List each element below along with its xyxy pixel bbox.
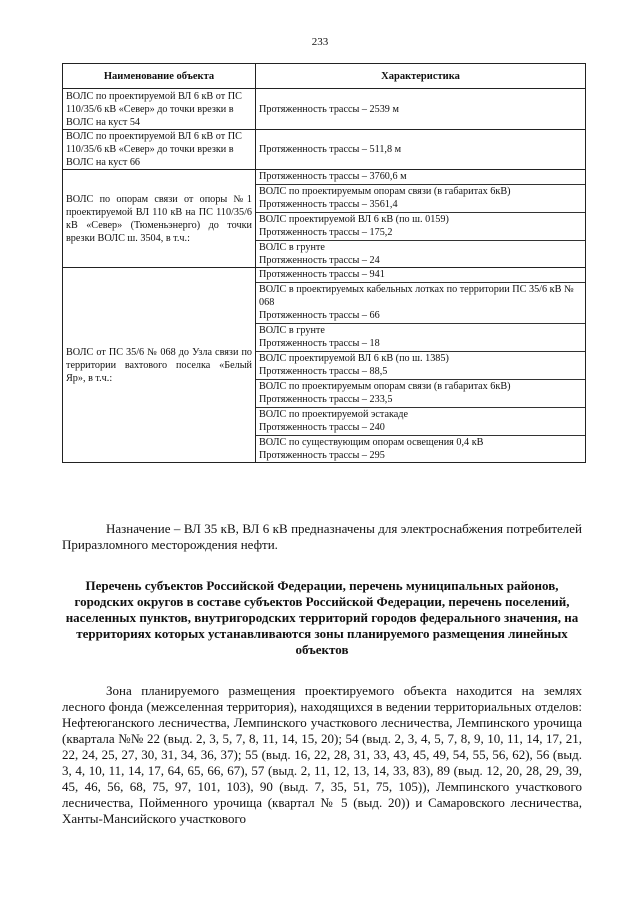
characteristic-line: ВОЛС по существующим опорам освещения 0,4 кВ xyxy=(259,437,484,448)
characteristic-line: Протяженность трассы – 295 xyxy=(259,450,385,461)
characteristic-line: Протяженность трассы – 240 xyxy=(259,422,385,433)
characteristic-line: Протяженность трассы – 941 xyxy=(259,269,385,280)
characteristic-line: Протяженность трассы – 3561,4 xyxy=(259,199,398,210)
characteristic-line: ВОЛС по проектируемым опорам связи (в габаритах 6кВ) xyxy=(259,381,511,392)
header-object-name: Наименование объекта xyxy=(63,64,256,89)
characteristic-cell xyxy=(256,89,586,130)
characteristic-cell xyxy=(256,268,586,463)
characteristic-line: ВОЛС по проектируемой эстакаде xyxy=(259,409,408,420)
characteristic-line: Протяженность трассы – 3760,6 м xyxy=(259,171,407,182)
page-number: 233 xyxy=(311,36,329,48)
object-name-cell: ВОЛС по проектируемой ВЛ 6 кВ от ПС 110/35/6 кВ «Север» до точки врезки в ВОЛС на куст 54 xyxy=(63,89,256,130)
object-name-cell: ВОЛС по опорам связи от опоры №1 проектируемой ВЛ 110 кВ на ПС 110/35/6 кВ «Север» (Тюменьэнерго) до точки врезки ВОЛС ш. 3504, в т.ч.: xyxy=(63,170,256,268)
characteristic-line: Протяженность трассы – 66 xyxy=(259,310,380,321)
objects-table xyxy=(62,63,586,463)
purpose-paragraph: Назначение – ВЛ 35 кВ, ВЛ 6 кВ предназначены для электроснабжения потребителей Приразломного месторождения нефти. xyxy=(62,521,582,552)
characteristic-line: ВОЛС проектируемой ВЛ 6 кВ (по ш. 1385) xyxy=(259,353,449,364)
characteristic-line: ВОЛС проектируемой ВЛ 6 кВ (по ш. 0159) xyxy=(259,214,449,225)
object-name-cell: ВОЛС по проектируемой ВЛ 6 кВ от ПС 110/35/6 кВ «Север» до точки врезки в ВОЛС на куст 66 xyxy=(63,130,256,170)
characteristic-line: ВОЛС по проектируемым опорам связи (в габаритах 6кВ) xyxy=(259,186,511,197)
header-characteristic: Характеристика xyxy=(256,64,586,89)
table-row xyxy=(63,89,586,130)
object-name-cell: ВОЛС от ПС 35/6 № 068 до Узла связи по территории вахтового поселка «Белый Яр», в т.ч.: xyxy=(63,268,256,463)
characteristic-line: Протяженность трассы – 2539 м xyxy=(259,103,399,115)
table-row xyxy=(63,130,586,170)
table-header-row xyxy=(63,64,586,89)
characteristic-line: Протяженность трассы – 18 xyxy=(259,338,380,349)
characteristic-line: Протяженность трассы – 511,8 м xyxy=(259,144,402,155)
zone-paragraph: Зона планируемого размещения проектируемого объекта находится на землях лесного фонда (межселенная территория), находящихся в ведении территориальных отделов: Нефтеюганского лесничества, Лемпинского участкового лесничества, Лемпинского урочища (квартала №№ 22 (выд. 2, 3, 5, 7, 8, 11, 14, 15, 20); 54 (выд. 2, 3, 4, 5, 7, 8, 9, 10, 11, 14, 17, 21, 22, 24, 25, 27, 30, 31, 34, 36, 37); 55 (выд. 16, 22, 28, 31, 33, 43, 45, 49, 54, 55, 56, 62), 56 (выд. 3, 4, 10, 11, 14, 17, 64, 65, 66, 67), 57 (выд. 2, 11, 12, 13, 14, 33, 83), 89 (выд. 12, 20, 28, 29, 39, 45, 46, 56, 68, 75, 97, 101, 103), 90 (выд. 7, 35, 51, 75, 105)), Лемпинского участкового лесничества, Пойменного урочища (квартал № 5 (выд. 20)) и Самаровского лесничества, Ханты-Мансийского участкового xyxy=(62,683,582,826)
table-row xyxy=(63,268,586,463)
characteristic-line: ВОЛС в грунте xyxy=(259,242,325,253)
table-row xyxy=(63,170,586,268)
characteristic-line: ВОЛС в грунте xyxy=(259,325,325,336)
characteristic-cell xyxy=(256,170,586,268)
characteristic-cell xyxy=(256,130,586,170)
characteristic-line: Протяженность трассы – 233,5 xyxy=(259,394,393,405)
characteristic-line: Протяженность трассы – 24 xyxy=(259,255,380,266)
characteristic-line: Протяженность трассы – 175,2 xyxy=(259,227,393,238)
section-heading: Перечень субъектов Российской Федерации, перечень муниципальных районов, городских округов в составе субъектов Российской Федерации, перечень поселений, населенных пунктов, внутригородских территорий городов федерального значения, на территориях которых устанавливаются зоны планируемого размещения линейных объектов xyxy=(65,578,579,657)
characteristic-line: ВОЛС в проектируемых кабельных лотках по территории ПС 35/6 кВ № 068 xyxy=(259,284,574,308)
characteristic-line: Протяженность трассы – 88,5 xyxy=(259,366,388,377)
